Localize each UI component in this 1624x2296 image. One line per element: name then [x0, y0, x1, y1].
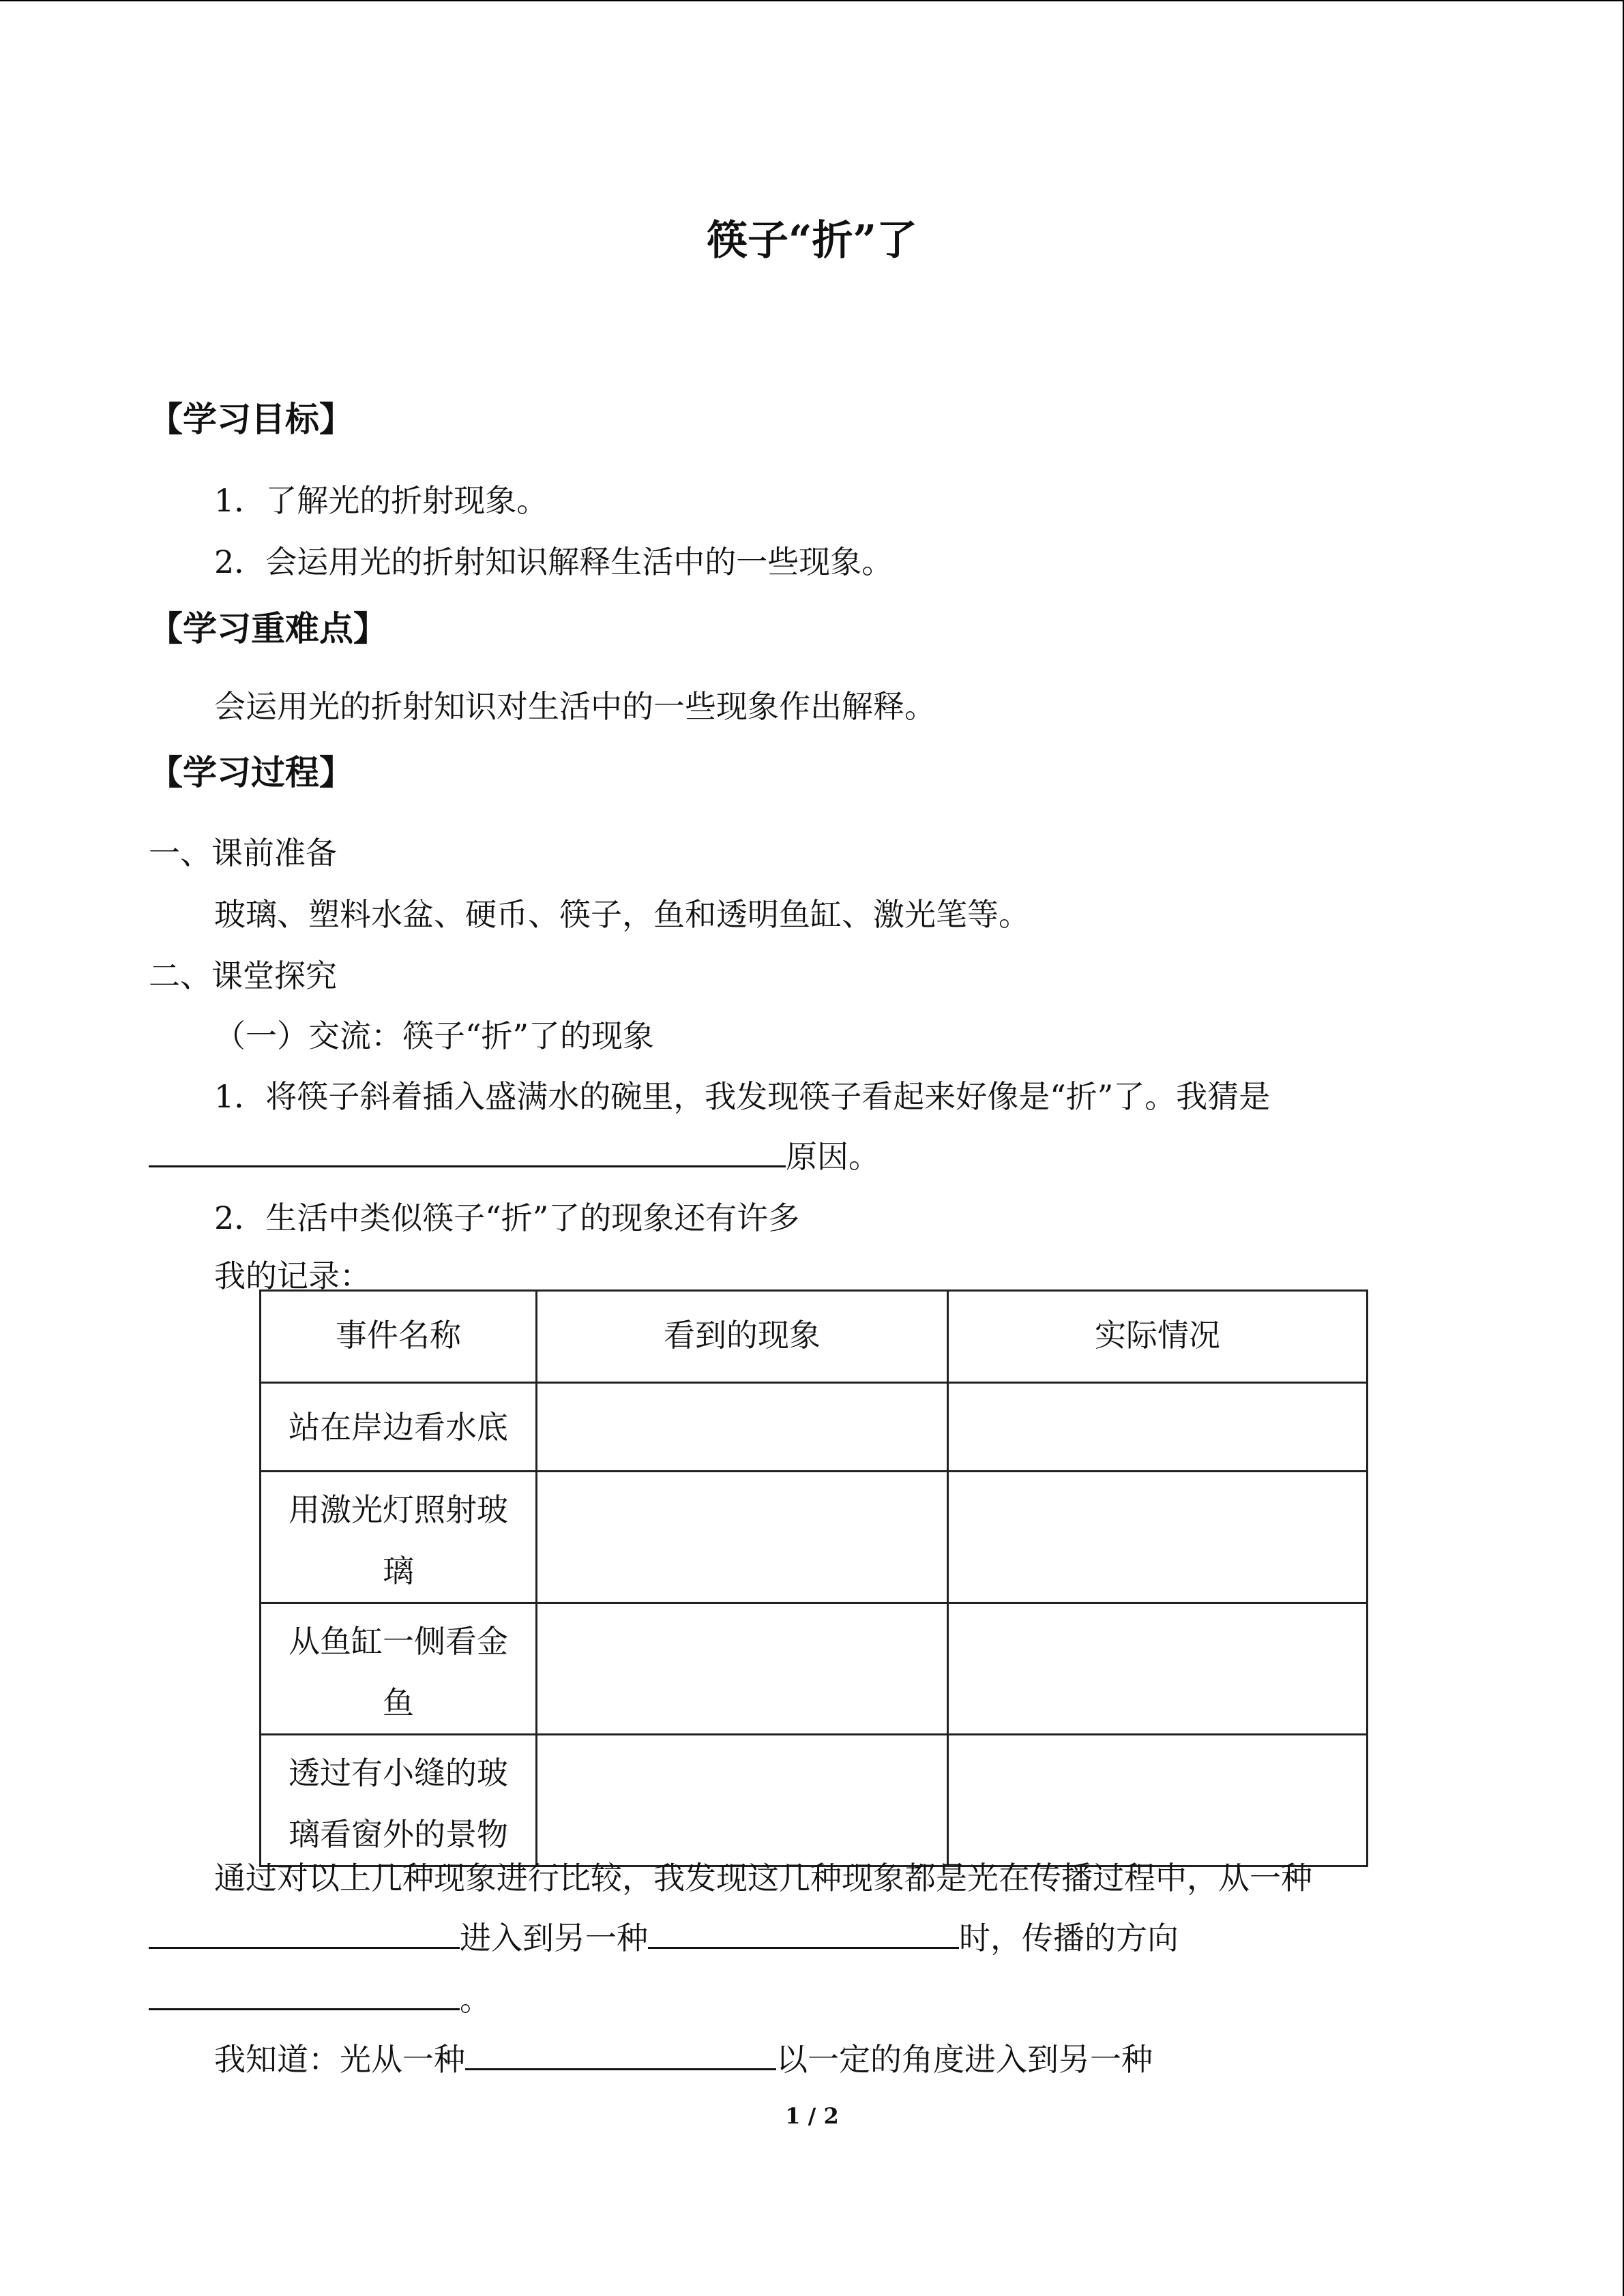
- question-2: 2．生活中类似筷子“折”了的现象还有许多: [214, 1199, 800, 1236]
- page-number: 1 / 2: [785, 2103, 839, 2129]
- objectives-heading: 【学习目标】: [149, 399, 353, 439]
- event-name-cell: 用激光灯照射玻 璃: [261, 1472, 537, 1603]
- table-header-cell: 实际情况: [948, 1291, 1368, 1383]
- event-name-cell: 从鱼缸一侧看金 鱼: [261, 1603, 537, 1735]
- record-label: 我的记录：: [214, 1257, 371, 1294]
- objective-item-2: 2．会运用光的折射知识解释生活中的一些现象。: [214, 543, 894, 580]
- know-line: 我知道：光从一种 以一定的角度进入到另一种: [214, 2035, 1153, 2080]
- actual-cell[interactable]: [948, 1472, 1368, 1603]
- prep-text: 玻璃、塑料水盆、硬币、筷子，鱼和透明鱼缸、激光笔等。: [214, 896, 1030, 933]
- actual-cell[interactable]: [948, 1383, 1368, 1472]
- actual-cell[interactable]: [948, 1603, 1368, 1735]
- conclusion-line-1: 通过对以上几种现象进行比较，我发现这几种现象都是光在传播过程中，从一种: [214, 1860, 1312, 1896]
- page-title: 筷子“折”了: [706, 217, 918, 265]
- observed-cell[interactable]: [537, 1603, 948, 1735]
- answer-blank[interactable]: [149, 1134, 786, 1167]
- record-table: [259, 1289, 1368, 1867]
- conclusion-line-2: 进入到另一种 时，传播的方向: [149, 1913, 1179, 1958]
- medium-blank-1[interactable]: [149, 1915, 460, 1949]
- table-header-row: [261, 1291, 1368, 1383]
- know-blank[interactable]: [465, 2037, 776, 2070]
- table-row: [261, 1472, 1368, 1603]
- prep-heading: 一、课前准备: [149, 835, 337, 871]
- observed-cell[interactable]: [537, 1735, 948, 1866]
- direction-blank[interactable]: [149, 1977, 460, 2010]
- table-header-cell: 看到的现象: [537, 1291, 948, 1383]
- table-row: [261, 1383, 1368, 1472]
- actual-cell[interactable]: [948, 1735, 1368, 1866]
- question-1-answer-line: 原因。: [149, 1132, 880, 1177]
- conclusion-line-3: 。: [149, 1975, 491, 2020]
- table-header-cell: 事件名称: [261, 1291, 537, 1383]
- observed-cell[interactable]: [537, 1472, 948, 1603]
- observed-cell[interactable]: [537, 1383, 948, 1472]
- explore-heading: 二、课堂探究: [149, 957, 337, 994]
- table-row: [261, 1735, 1368, 1866]
- table-row: [261, 1603, 1368, 1735]
- key-points-heading: 【学习重难点】: [149, 608, 387, 648]
- objective-item-1: 1．了解光的折射现象。: [214, 482, 548, 519]
- medium-blank-2[interactable]: [648, 1915, 959, 1949]
- question-1: 1．将筷子斜着插入盛满水的碗里，我发现筷子看起来好像是“折”了。我猜是: [214, 1078, 1271, 1115]
- event-name-cell: 站在岸边看水底: [261, 1383, 537, 1472]
- event-name-cell: 透过有小缝的玻 璃看窗外的景物: [261, 1735, 537, 1866]
- key-points-text: 会运用光的折射知识对生活中的一些现象作出解释。: [214, 688, 936, 725]
- process-heading: 【学习过程】: [149, 752, 353, 792]
- sub-heading: （一）交流：筷子“折”了的现象: [214, 1017, 655, 1054]
